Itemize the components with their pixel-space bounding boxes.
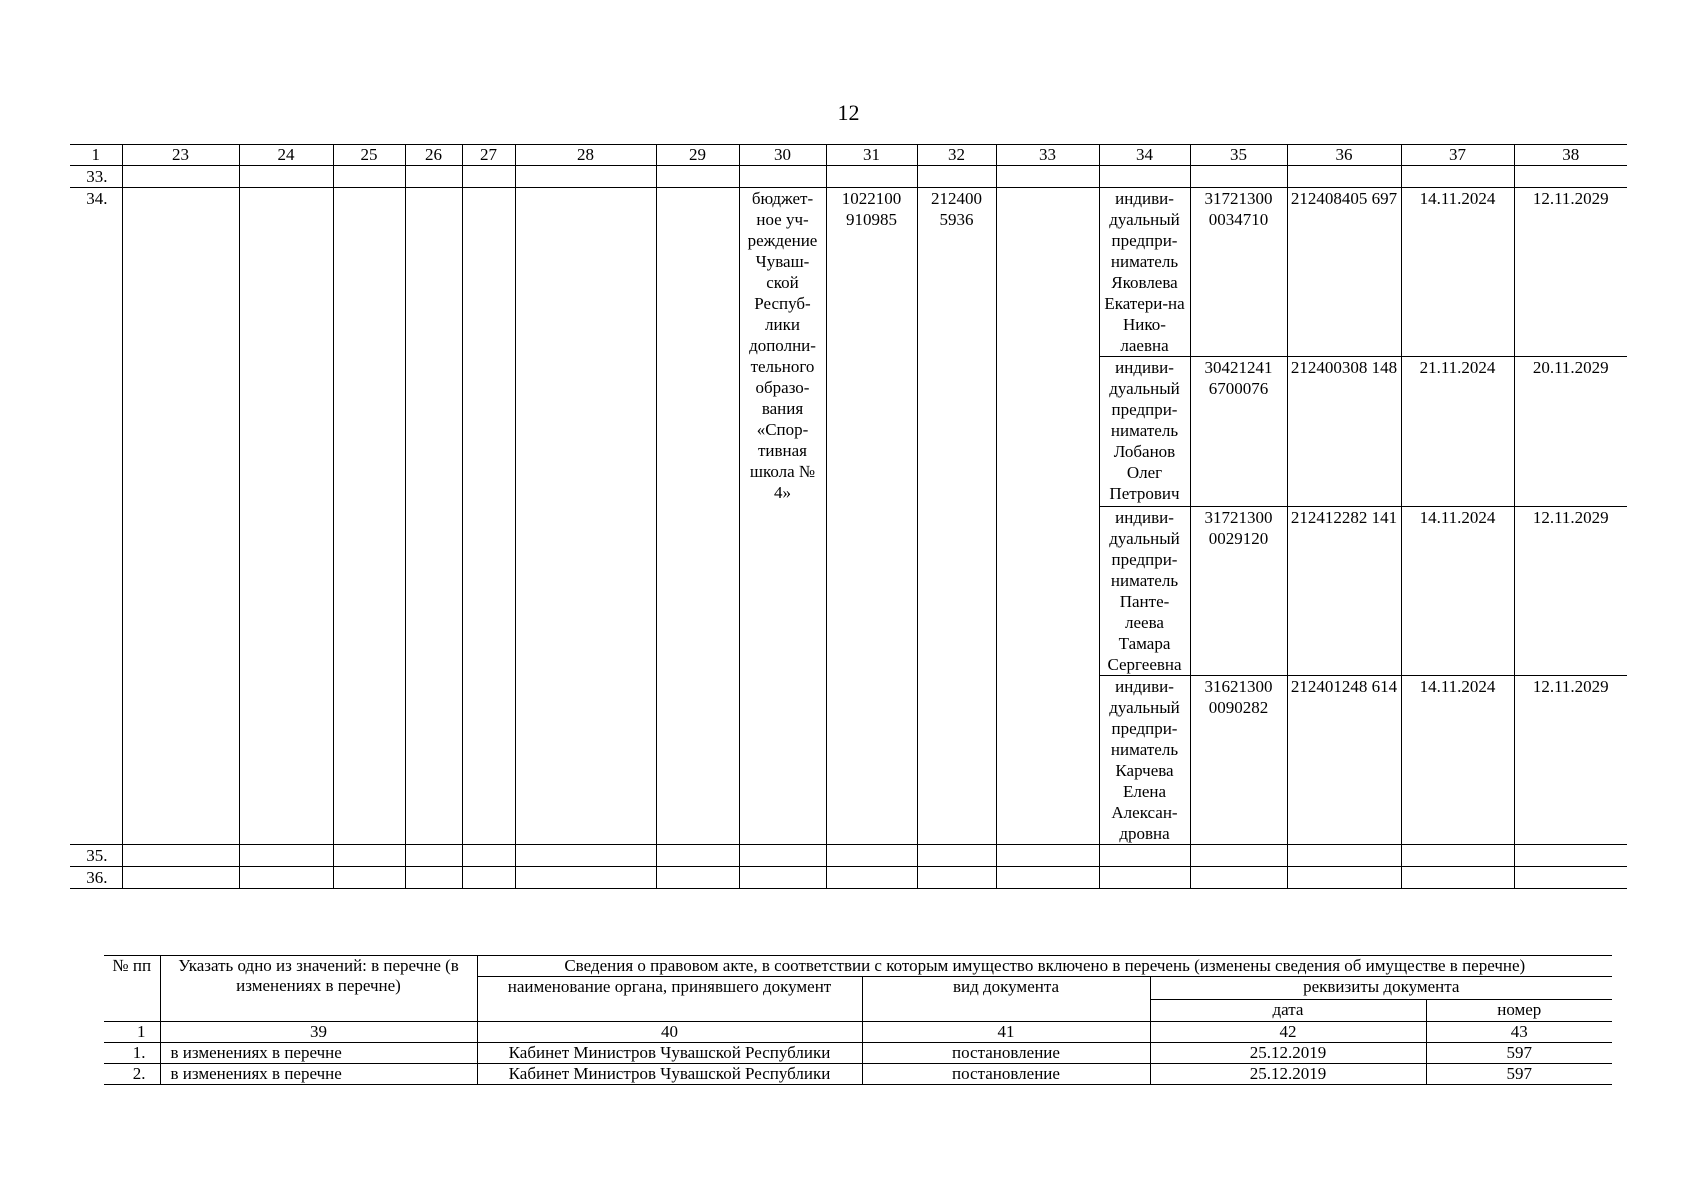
col-header: 26 — [405, 145, 462, 166]
row-number: 1. — [104, 1043, 160, 1064]
table-row-33 — [70, 166, 1627, 188]
contract-end-date: 12.11.2029 — [1514, 507, 1627, 676]
issuing-body: Кабинет Министров Чувашской Республики — [477, 1064, 862, 1085]
indicate-value: в изменениях в перечне — [160, 1064, 477, 1085]
col-header: 25 — [333, 145, 405, 166]
col-header: 36 — [1287, 145, 1401, 166]
col-header: 35 — [1190, 145, 1287, 166]
col-header: 28 — [515, 145, 656, 166]
table-row — [104, 1064, 1612, 1085]
contract-start-date: 14.11.2024 — [1401, 676, 1514, 845]
table-row — [104, 1043, 1612, 1064]
col-header: 34 — [1099, 145, 1190, 166]
contract-start-date: 14.11.2024 — [1401, 507, 1514, 676]
tenant-ogrnip: 31721300 0034710 — [1190, 188, 1287, 357]
doc-type: постановление — [862, 1064, 1150, 1085]
col-header: 31 — [826, 145, 917, 166]
doc-number: 597 — [1426, 1043, 1612, 1064]
row-number: 34. — [70, 188, 122, 845]
col-number: 41 — [862, 1022, 1150, 1043]
tenant-inn: 212408405 697 — [1287, 188, 1401, 357]
header-num: № пп — [104, 956, 160, 1022]
col-number: 42 — [1150, 1022, 1426, 1043]
doc-date: 25.12.2019 — [1150, 1043, 1426, 1064]
column-number-row — [70, 145, 1627, 166]
tenant-ogrnip: 31621300 0090282 — [1190, 676, 1287, 845]
contract-end-date: 20.11.2029 — [1514, 357, 1627, 507]
tenant-ogrnip: 30421241 6700076 — [1190, 357, 1287, 507]
issuing-body: Кабинет Министров Чувашской Республики — [477, 1043, 862, 1064]
col-number: 43 — [1426, 1022, 1612, 1043]
header-legal-act: Сведения о правовом акте, в соответствии с которым имущество включено в перечень (изменены сведения об имуществе в перечне) — [477, 956, 1612, 977]
header-body: наименование органа, принявшего документ — [477, 977, 862, 1022]
holder-inn: 212400 5936 — [917, 188, 996, 845]
row-number: 35. — [70, 845, 122, 867]
tenant-inn: 212401248 614 — [1287, 676, 1401, 845]
contract-end-date: 12.11.2029 — [1514, 676, 1627, 845]
col-header: 29 — [656, 145, 739, 166]
row-number: 33. — [70, 166, 122, 188]
header-requisites: реквизиты документа — [1150, 977, 1612, 1000]
col-header: 1 — [70, 145, 122, 166]
contract-start-date: 21.11.2024 — [1401, 357, 1514, 507]
table-row-36 — [70, 867, 1627, 889]
doc-type: постановление — [862, 1043, 1150, 1064]
column-number-row — [104, 1022, 1612, 1043]
header-number: номер — [1426, 999, 1612, 1022]
row-number: 2. — [104, 1064, 160, 1085]
col-number: 40 — [477, 1022, 862, 1043]
contract-start-date: 14.11.2024 — [1401, 188, 1514, 357]
col-header: 23 — [122, 145, 239, 166]
property-table — [70, 144, 1627, 889]
col-header: 33 — [996, 145, 1099, 166]
col-header: 38 — [1514, 145, 1627, 166]
doc-date: 25.12.2019 — [1150, 1064, 1426, 1085]
doc-number: 597 — [1426, 1064, 1612, 1085]
col-header: 30 — [739, 145, 826, 166]
tenant-name: индиви-дуальный предпри-ниматель Карчева Елена Алексан-дровна — [1099, 676, 1190, 845]
header-date: дата — [1150, 999, 1426, 1022]
header-doc-type: вид документа — [862, 977, 1150, 1022]
tenant-name: индиви-дуальный предпри-ниматель Лобанов Олег Петрович — [1099, 357, 1190, 507]
col-header: 32 — [917, 145, 996, 166]
holder-name: бюджет-ное уч-реждение Чуваш-ской Респуб-лики дополни-тельного образо-вания «Спор-тивная школа № 4» — [739, 188, 826, 845]
tenant-name: индиви-дуальный предпри-ниматель Панте-леева Тамара Сергеевна — [1099, 507, 1190, 676]
tenant-ogrnip: 31721300 0029120 — [1190, 507, 1287, 676]
page-number: 12 — [837, 100, 860, 125]
legal-act-table — [104, 955, 1612, 1085]
indicate-value: в изменениях в перечне — [160, 1043, 477, 1064]
col-header: 27 — [462, 145, 515, 166]
header-indicate: Указать одно из значений: в перечне (в изменениях в перечне) — [160, 956, 477, 1022]
holder-ogrn: 1022100 910985 — [826, 188, 917, 845]
col-number: 1 — [104, 1022, 160, 1043]
col-header: 24 — [239, 145, 333, 166]
row-number: 36. — [70, 867, 122, 889]
table-row-34 — [70, 188, 1627, 357]
col-header: 37 — [1401, 145, 1514, 166]
table-row-35 — [70, 845, 1627, 867]
tenant-inn: 212400308 148 — [1287, 357, 1401, 507]
tenant-name: индиви-дуальный предпри-ниматель Яковлева Екатери-на Нико-лаевна — [1099, 188, 1190, 357]
contract-end-date: 12.11.2029 — [1514, 188, 1627, 357]
tenant-inn: 212412282 141 — [1287, 507, 1401, 676]
header-row — [104, 956, 1612, 977]
col-number: 39 — [160, 1022, 477, 1043]
